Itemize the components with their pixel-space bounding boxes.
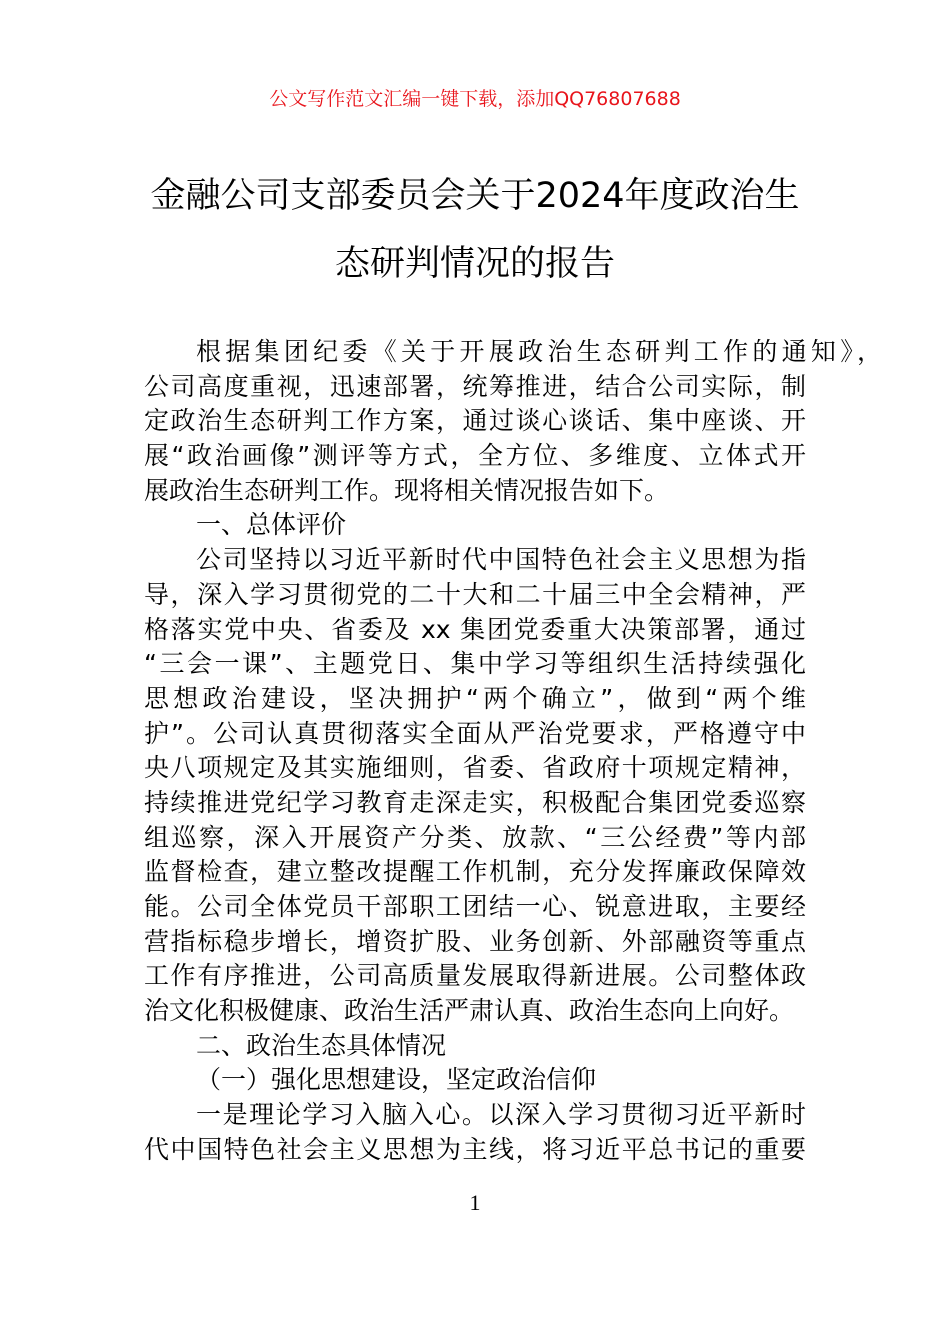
text-line: 代中国特色社会主义思想为主线，将习近平总书记的重要 — [144, 1134, 806, 1164]
text-line: 展政治生态研判工作。现将相关情况报告如下。 — [144, 475, 670, 505]
download-notice: 公文写作范文汇编一键下载，添加QQ76807688 — [269, 88, 681, 110]
document-body — [144, 335, 882, 1168]
title-line-1: 金融公司支部委员会关于2024年度政治生 — [150, 176, 800, 216]
page-number: 1 — [469, 1190, 481, 1215]
text-line: 公司高度重视，迅速部署，统筹推进，结合公司实际，制 — [144, 371, 806, 401]
text-line: 一是理论学习入脑入心。以深入学习贯彻习近平新时 — [196, 1100, 806, 1130]
text-line: 治文化积极健康、政治生活严肃认真、政治生态向上向好。 — [144, 996, 795, 1026]
text-line: 央八项规定及其实施细则，省委、省政府十项规定精神， — [144, 753, 806, 783]
title-line-2: 态研判情况的报告 — [334, 244, 615, 284]
section-heading: 一、总体评价 — [196, 510, 347, 540]
document-title — [100, 162, 850, 298]
text-line: 导，深入学习贯彻党的二十大和二十届三中全会精神，严 — [144, 579, 806, 609]
text-line: 定政治生态研判工作方案，通过谈心谈话、集中座谈、开 — [144, 406, 806, 436]
section-heading: 二、政治生态具体情况 — [196, 1030, 447, 1060]
text-line: 持续推进党纪学习教育走深走实，积极配合集团党委巡察 — [144, 787, 806, 817]
text-line: 工作有序推进，公司高质量发展取得新进展。公司整体政 — [144, 961, 806, 991]
text-line: 营指标稳步增长，增资扩股、业务创新、外部融资等重点 — [144, 926, 806, 956]
text-line: 监督检查，建立整改提醒工作机制，充分发挥廉政保障效 — [144, 857, 806, 887]
text-line: 能。公司全体党员干部职工团结一心、锐意进取，主要经 — [144, 892, 806, 921]
text-line: 展“政治画像”测评等方式，全方位、多维度、立体式开 — [144, 441, 806, 471]
text-line: 公司坚持以习近平新时代中国特色社会主义思想为指 — [196, 545, 806, 575]
text-line: “三会一课”、主题党日、集中学习等组织生活持续强化 — [144, 649, 806, 679]
text-line: 思想政治建设，坚决拥护“两个确立”，做到“两个维 — [144, 683, 806, 713]
text-line: 根据集团纪委《关于开展政治生态研判工作的通知》， — [196, 337, 882, 366]
text-line: 护”。公司认真贯彻落实全面从严治党要求，严格遵守中 — [144, 718, 806, 748]
subsection-heading: （一）强化思想建设，坚定政治信仰 — [196, 1065, 597, 1095]
text-line: 格落实党中央、省委及 xx 集团党委重大决策部署，通过 — [144, 614, 806, 644]
text-line: 组巡察，深入开展资产分类、放款、“三公经费”等内部 — [144, 822, 806, 852]
